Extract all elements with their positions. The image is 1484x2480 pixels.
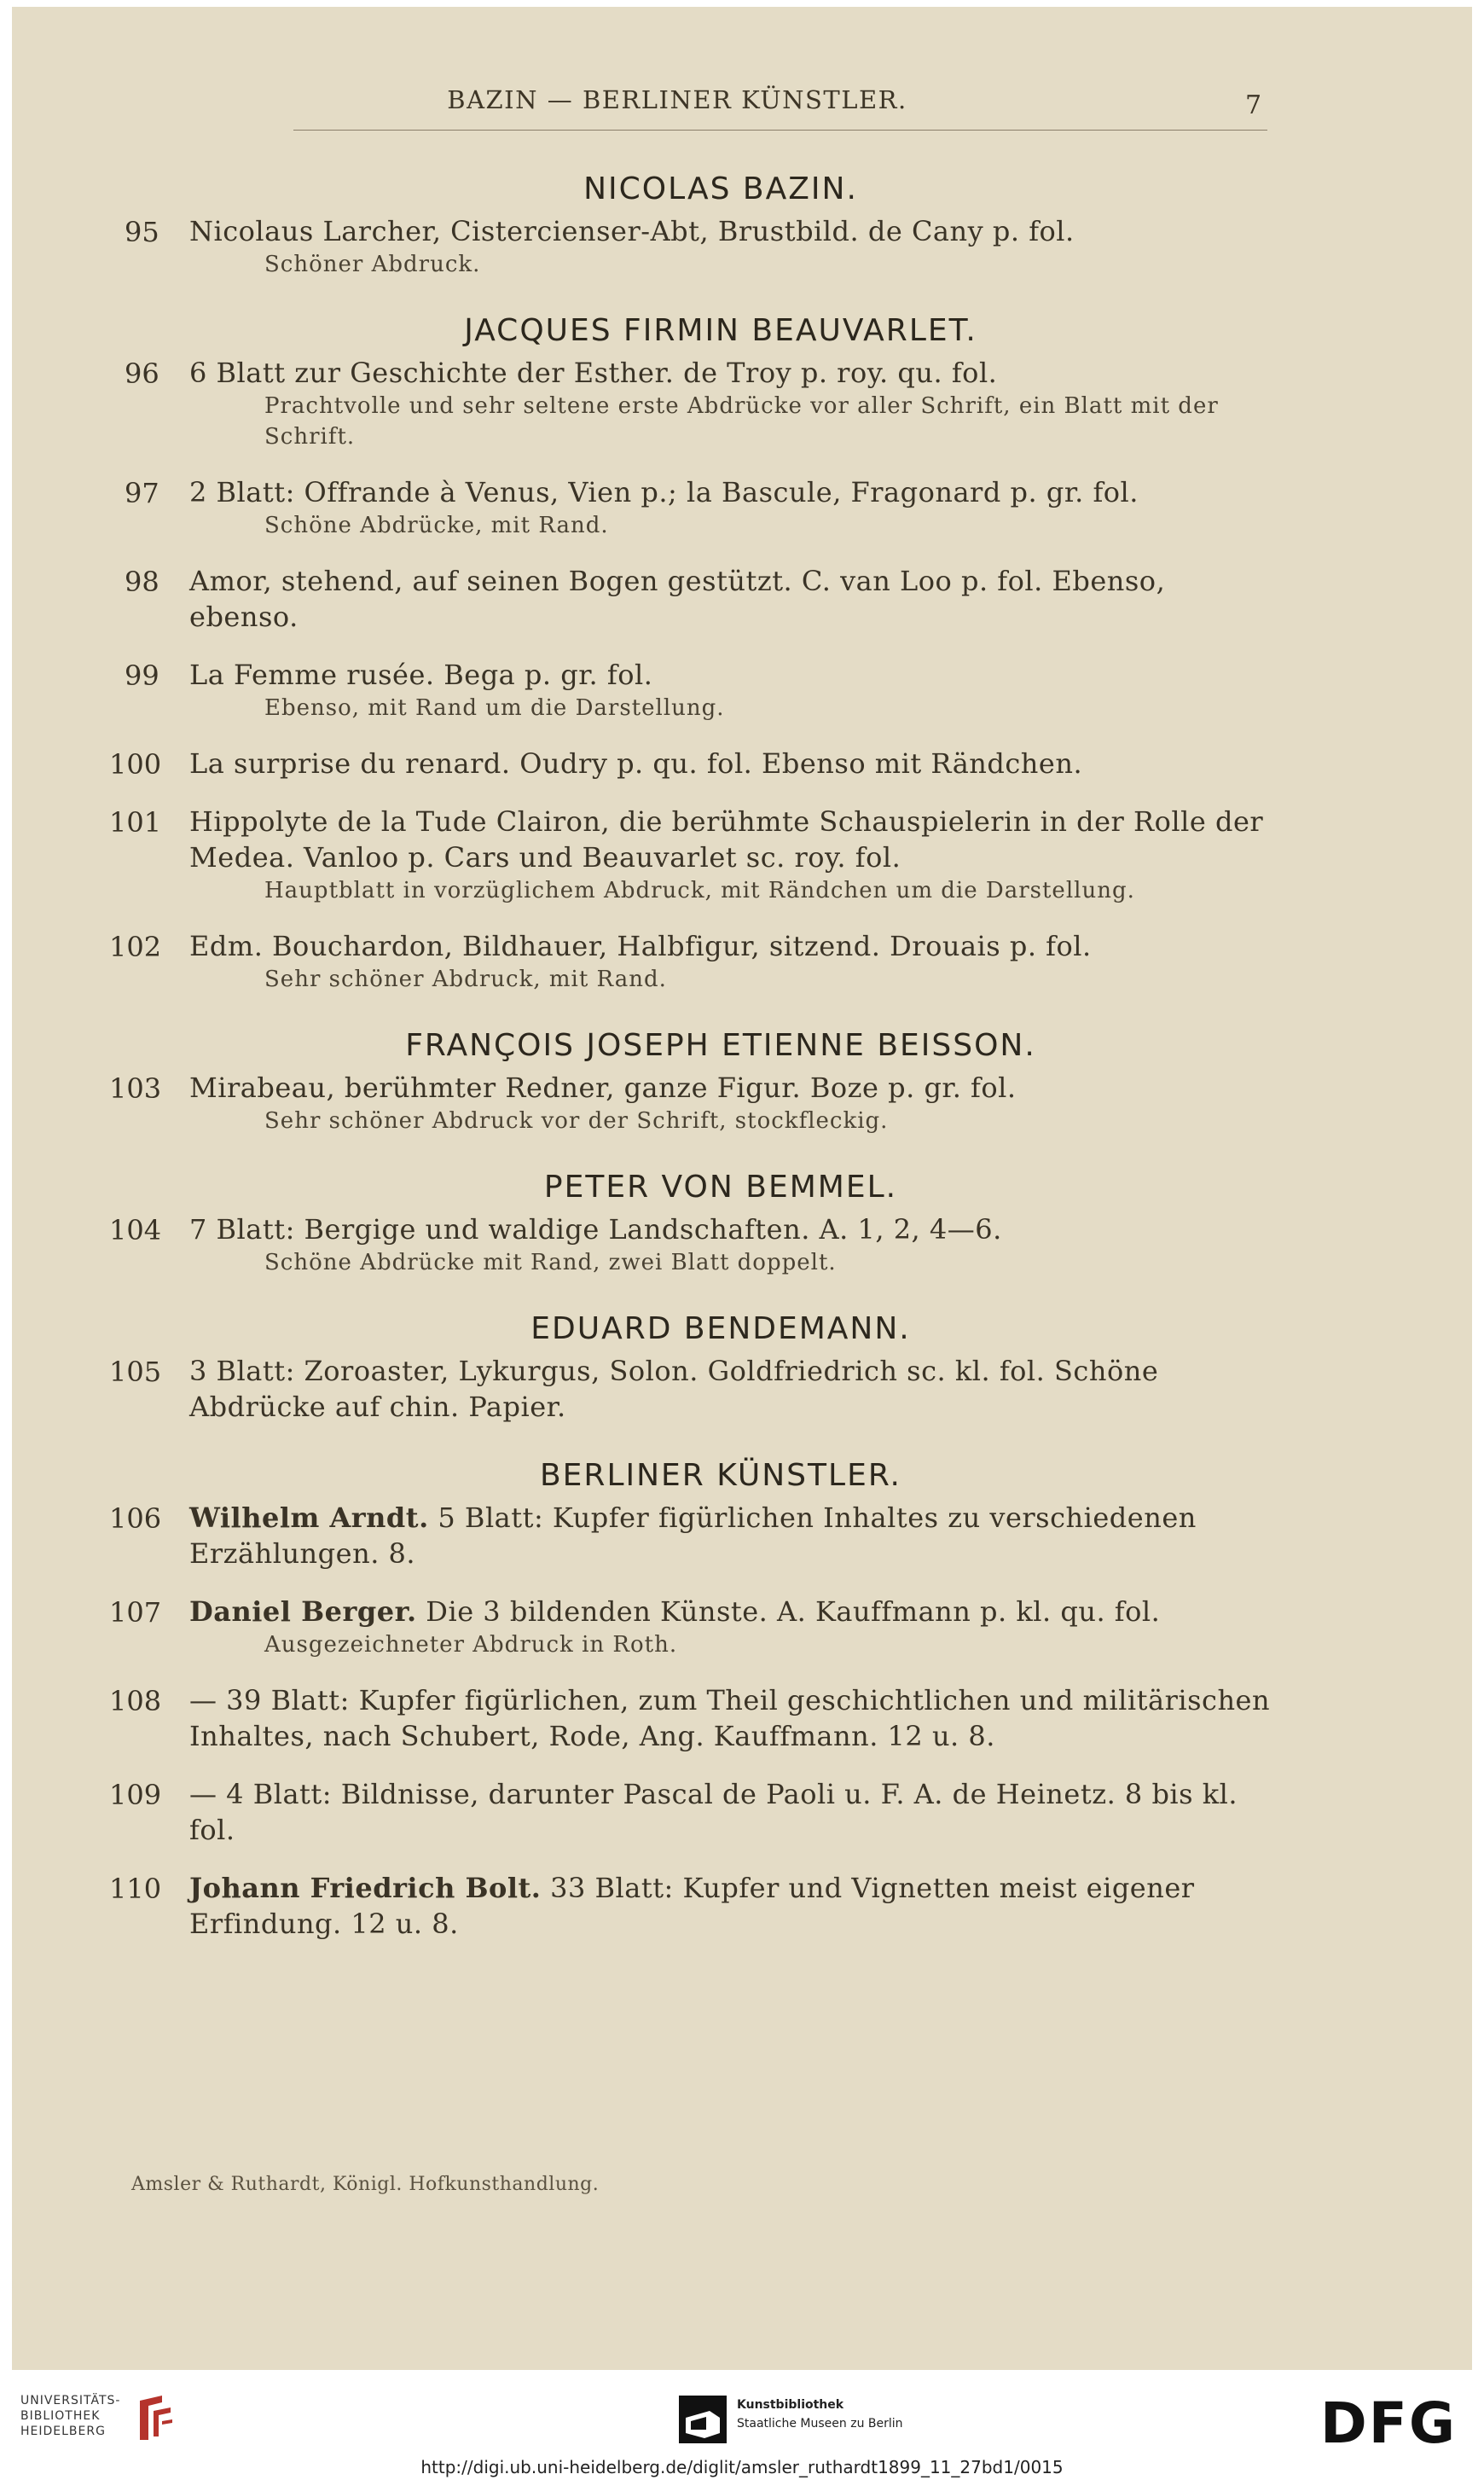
entry-number: 104 (109, 1214, 162, 1246)
entry-number: 102 (109, 931, 162, 963)
kunstbibliothek-subtitle: Staatliche Museen zu Berlin (737, 2417, 903, 2431)
entry-number: 106 (109, 1502, 162, 1535)
dfg-logo: DFG (1320, 2390, 1458, 2456)
catalogue-entry (109, 1353, 1279, 1425)
header-rule (293, 130, 1267, 131)
catalogue-entry (109, 1682, 1279, 1754)
entry-description (189, 1594, 1279, 1629)
entry-text: 2 Blatt: Offrande à Venus, Vien p.; la Bascule, Fragonard p. gr. fol. (189, 476, 1139, 508)
entry-description (189, 474, 1279, 510)
entry-description (189, 213, 1279, 249)
entry-description (189, 746, 1279, 781)
entry-number: 100 (109, 748, 162, 781)
entry-number: 99 (125, 659, 159, 692)
entry-note: Schöner Abdruck. (264, 252, 481, 277)
section-heading: BERLINER KÜNSTLER. (539, 1458, 901, 1493)
section-heading: NICOLAS BAZIN. (583, 171, 858, 206)
entry-note: Schöne Abdrücke, mit Rand. (264, 513, 609, 538)
entry-text: Die 3 bildenden Künste. A. Kauffmann p. kl. qu. fol. (426, 1595, 1161, 1628)
artist-name: Daniel Berger. (189, 1595, 417, 1628)
entry-number: 103 (109, 1072, 162, 1105)
catalogue-entry (109, 1594, 1279, 1660)
catalogue-entry (109, 1070, 1279, 1136)
entry-description (189, 1211, 1279, 1247)
entry-number: 97 (125, 477, 159, 509)
entry-text: 5 Blatt: Kupfer figürlichen Inhaltes zu verschiedenen Erzählungen. 8. (189, 1501, 1197, 1570)
catalogue-body (109, 169, 1279, 1942)
entry-description (189, 804, 1279, 875)
uni-line: UNIVERSITÄTS- (20, 2394, 121, 2407)
entry-text: Edm. Bouchardon, Bildhauer, Halbfigur, sitzend. Drouais p. fol. (189, 930, 1092, 962)
catalogue-entry (109, 1870, 1279, 1942)
entry-description (189, 1682, 1279, 1754)
entry-text: Nicolaus Larcher, Cistercienser-Abt, Brustbild. de Cany p. fol. (189, 215, 1075, 247)
entry-description (189, 1870, 1279, 1942)
entry-text: — 4 Blatt: Bildnisse, darunter Pascal de Paoli u. F. A. de Heinetz. 8 bis kl. fol. (189, 1778, 1238, 1846)
entry-text: La Femme rusée. Bega p. gr. fol. (189, 659, 653, 691)
catalogue-entry (125, 563, 1279, 635)
catalogue-entry (109, 1500, 1279, 1571)
imprint: Amsler & Ruthardt, Königl. Hofkunsthandlung. (131, 2174, 600, 2195)
scanned-page (12, 7, 1472, 2370)
catalogue-entry (125, 213, 1279, 280)
uni-heidelberg-label (20, 2393, 120, 2439)
catalogue-entry (109, 928, 1279, 995)
uni-line: BIBLIOTHEK (20, 2409, 101, 2423)
kunstbibliothek-title: Kunstbibliothek (737, 2398, 844, 2412)
entry-number: 110 (109, 1873, 162, 1905)
page-number: 7 (1245, 90, 1262, 120)
artist-name: Wilhelm Arndt. (189, 1501, 429, 1534)
uni-heidelberg-logo-icon (136, 2394, 174, 2443)
section-heading: EDUARD BENDEMANN. (530, 1311, 911, 1346)
entry-text: 6 Blatt zur Geschichte der Esther. de Troy p. roy. qu. fol. (189, 357, 998, 389)
artist-name: Johann Friedrich Bolt. (189, 1872, 542, 1904)
entry-text: — 39 Blatt: Kupfer figürlichen, zum Theil geschichtlichen und militärischen Inhaltes, nach Schubert, Rode, Ang. Kauffmann. 12 u. 8. (189, 1684, 1271, 1752)
entry-text: Amor, stehend, auf seinen Bogen gestützt. C. van Loo p. fol. Ebenso, ebenso. (189, 565, 1166, 633)
entry-description (189, 1776, 1279, 1848)
entry-number: 108 (109, 1685, 162, 1717)
entry-number: 109 (109, 1779, 162, 1811)
entry-note: Ausgezeichneter Abdruck in Roth. (264, 1632, 678, 1658)
entry-number: 107 (109, 1596, 162, 1629)
kunstbibliothek-label (737, 2396, 903, 2433)
entry-note: Sehr schöner Abdruck vor der Schrift, stockfleckig. (264, 1108, 889, 1134)
uni-line: HEIDELBERG (20, 2425, 106, 2438)
entry-note: Sehr schöner Abdruck, mit Rand. (264, 967, 667, 992)
entry-description (189, 563, 1279, 635)
entry-number: 98 (125, 566, 159, 598)
kunstbibliothek-logo-icon (679, 2396, 727, 2443)
catalogue-entry (109, 1776, 1279, 1848)
running-header (12, 82, 1472, 125)
entry-number: 105 (109, 1356, 162, 1388)
catalogue-entry (125, 657, 1279, 723)
section-heading: JACQUES FIRMIN BEAUVARLET. (464, 313, 977, 348)
entry-note: Schöne Abdrücke mit Rand, zwei Blatt doppelt. (264, 1250, 837, 1275)
section-heading: PETER VON BEMMEL. (543, 1170, 898, 1205)
entry-description (189, 1500, 1279, 1571)
entry-text: La surprise du renard. Oudry p. qu. fol. Ebenso mit Rändchen. (189, 747, 1083, 780)
catalogue-entry (125, 474, 1279, 541)
section-heading: FRANÇOIS JOSEPH ETIENNE BEISSON. (405, 1028, 1036, 1063)
entry-text: 7 Blatt: Bergige und waldige Landschaften. A. 1, 2, 4—6. (189, 1213, 1002, 1246)
entry-note: Hauptblatt in vorzüglichem Abdruck, mit Rändchen um die Darstellung. (264, 878, 1135, 903)
entry-description (189, 1070, 1279, 1106)
entry-number: 96 (125, 357, 159, 390)
entry-number: 95 (125, 216, 159, 248)
catalogue-entry (109, 746, 1279, 781)
entry-text: Mirabeau, berühmter Redner, ganze Figur. Boze p. gr. fol. (189, 1072, 1017, 1104)
entry-text: 3 Blatt: Zoroaster, Lykurgus, Solon. Goldfriedrich sc. kl. fol. Schöne Abdrücke auf chin. Papier. (189, 1355, 1159, 1423)
catalogue-entry (109, 804, 1279, 906)
entry-text: Hippolyte de la Tude Clairon, die berühmte Schauspielerin in der Rolle der Medea. Vanloo p. Cars und Beauvarlet sc. roy. fol. (189, 805, 1264, 874)
entry-description (189, 928, 1279, 964)
entry-number: 101 (109, 806, 162, 839)
running-title: BAZIN — BERLINER KÜNSTLER. (447, 85, 907, 114)
entry-text: 33 Blatt: Kupfer und Vignetten meist eigener Erfindung. 12 u. 8. (189, 1872, 1195, 1940)
entry-note: Ebenso, mit Rand um die Darstellung. (264, 695, 725, 721)
entry-description (189, 657, 1279, 693)
catalogue-entry (109, 1211, 1279, 1278)
entry-note: Prachtvolle und sehr seltene erste Abdrücke vor aller Schrift, ein Blatt mit der Schrift. (264, 393, 1219, 450)
entry-description (189, 355, 1279, 391)
catalogue-entry (125, 355, 1279, 452)
permalink-url[interactable]: http://digi.ub.uni-heidelberg.de/diglit/amsler_ruthardt1899_11_27bd1/0015 (420, 2457, 1064, 2477)
entry-description (189, 1353, 1279, 1425)
